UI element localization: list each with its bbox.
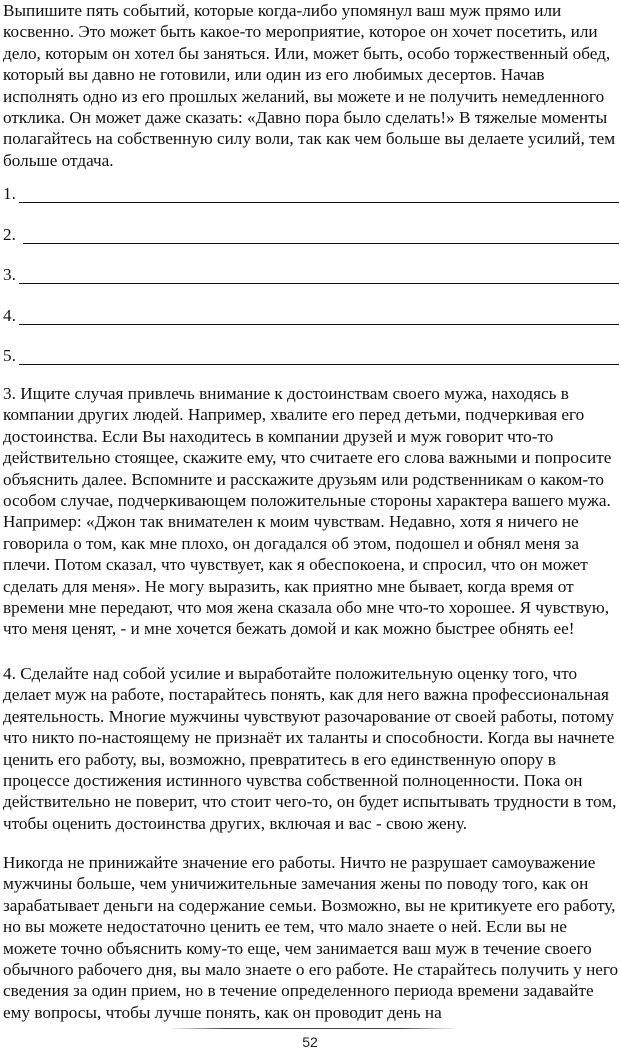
answer-underline <box>23 243 619 244</box>
paragraph-3: 3. Ищите случая привлечь внимание к достоинствам своего мужа, находясь в компании других людей. Например, хвалите его перед детьми, подчеркивая его достоинства. Если Вы находитесь в компании друзей и муж говорит что-то действительно стоящее, скажите ему, что считаете его слова важными и попросите объяснить далее. Вспомните и расскажите друзьям или родственникам о каком-то особом случае, подчеркивающем положительные стороны характера вашего мужа. Например: «Джон так внимателен к моим чувствам. Недавно, хотя я ничего не говорила о том, как мне плохо, он догадался об этом, подошел и обнял меня за плечи. Потом сказал, что чувствует, как я обеспокоена, и спросил, что он может сделать для меня». Не могу выразить, как приятно мне бывает, когда время от времени мне передают, что моя жена сказала обо мне что-то хорошее. Я чувствую, что меня ценят, - и мне хочется бежать домой и как можно быстрее обнять ее! <box>3 384 612 639</box>
page-number: 52 <box>302 1034 318 1050</box>
answer-underline <box>19 202 619 203</box>
answer-line-number: 1. <box>3 184 16 203</box>
paragraph-5: Никогда не принижайте значение его работы. Ничто не разрушает самоуважение мужчины больше, чем уничижительные замечания жены по поводу того, как он зарабатывает деньги на содержание семьи. Возможно, вы не критикуете его работу, но вы можете недостаточно ценить ее тем, что мало знаете о ней. Если вы не можете точно объяснить кому-то еще, чем занимается ваш муж в течение своего обычного рабочего дня, вы мало знаете о его работе. Не старайтесь получить у него сведения за один прием, но в течение определенного периода времени задавайте ему вопросы, чтобы лучше понять, как он проводит день на <box>3 853 619 1022</box>
footer-divider <box>168 1028 458 1029</box>
paragraph-4: 4. Сделайте над собой усилие и выработайте положительную оценку того, что делает муж на работе, постарайтесь понять, как для него важна профессиональная деятельность. Многие мужчины чувствуют разочарование от своей работы, потому что никто по-настоящему не признаёт их таланты и способности. Когда вы начнете ценить его работу, вы, возможно, превратитесь в его единственную опору в процессе достижения истинного чувства собственной полноценности. Пока он действительно не поверит, что стоит чего-то, он будет испытывать трудности в том, чтобы оценить достоинства других, включая и вас - свою жену. <box>3 664 617 833</box>
answer-line-1[interactable] <box>3 182 619 206</box>
answer-line-number: 3. <box>3 265 16 284</box>
answer-line-number: 4. <box>3 306 16 325</box>
answer-line-number: 2. <box>3 225 21 244</box>
answer-underline <box>19 364 619 365</box>
intro-paragraph: Выпишите пять событий, которые когда-либо упомянул ваш муж прямо или косвенно. Это может быть какое-то мероприятие, которое он хочет посетить, или дело, которым он хотел бы заняться. Или, может быть, особо торжественный обед, который вы давно не готовили, или один из его любимых десертов. Начав исполнять одно из его прошлых желаний, вы можете и не получить немедленного отклика. Он может даже сказать: «Давно пора было сделать!» В тяжелые моменты полагайтесь на собственную силу воли, так как чем больше вы делаете усилий, тем больше отдача. <box>3 1 616 170</box>
answer-line-2[interactable] <box>3 223 619 247</box>
answer-underline <box>19 283 619 284</box>
answer-line-3[interactable] <box>3 263 619 287</box>
answer-underline <box>19 324 619 325</box>
answer-line-5[interactable] <box>3 344 619 368</box>
answer-line-4[interactable] <box>3 304 619 328</box>
answer-line-number: 5. <box>3 346 16 365</box>
